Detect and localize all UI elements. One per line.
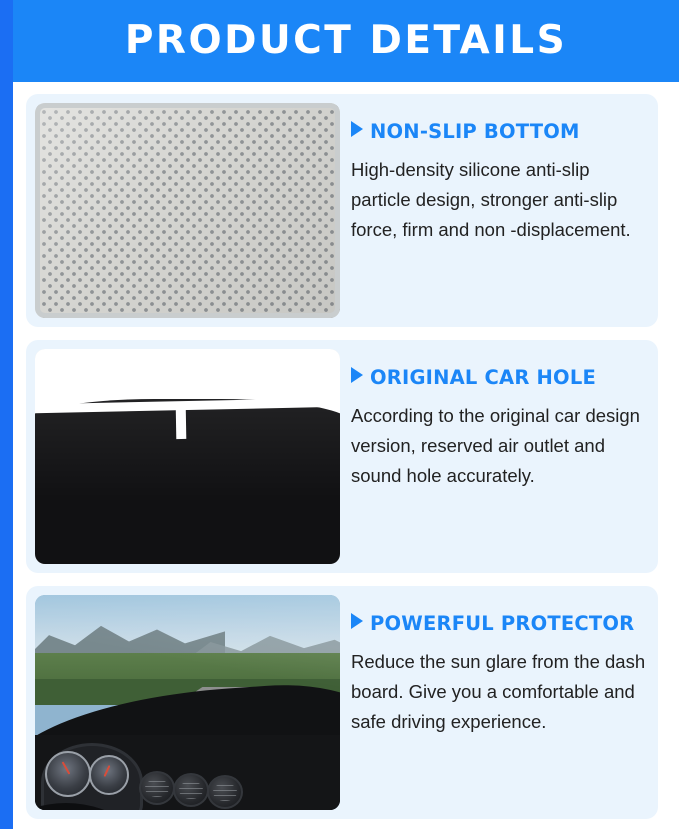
feature-description: High-density silicone anti-slip particle design, stronger anti-slip force, firm and non -displacement. xyxy=(351,159,631,240)
feature-title xyxy=(351,120,646,143)
feature-title-text: NON-SLIP BOTTOM xyxy=(370,120,580,143)
dashboard-sun-glare-road-photo xyxy=(35,595,340,810)
mat-edge-border xyxy=(35,103,340,318)
page-header xyxy=(13,0,679,82)
triangle-right-icon xyxy=(351,367,363,383)
photo-shading-overlay xyxy=(35,595,340,810)
feature-description: According to the original car design version, reserved air outlet and sound hole accurately. xyxy=(351,405,640,486)
photo-shading-overlay xyxy=(35,399,340,564)
feature-title xyxy=(351,366,646,389)
page-title: PRODUCT DETAILS xyxy=(124,18,568,63)
road-scene-illustration xyxy=(35,595,340,810)
feature-text-block xyxy=(351,120,646,245)
silicone-anti-slip-bottom-photo xyxy=(35,103,340,318)
feature-title-text: POWERFUL PROTECTOR xyxy=(370,612,635,635)
left-accent-bar xyxy=(0,0,13,829)
feature-card-non-slip-bottom xyxy=(26,94,658,327)
feature-card-original-car-hole xyxy=(26,340,658,573)
feature-card-powerful-protector xyxy=(26,586,658,819)
triangle-right-icon xyxy=(351,121,363,137)
dash-mat-illustration xyxy=(35,349,340,564)
feature-text-block xyxy=(351,366,646,491)
triangle-right-icon xyxy=(351,613,363,629)
feature-text-block xyxy=(351,612,646,737)
feature-description: Reduce the sun glare from the dash board. Give you a comfortable and safe driving experience. xyxy=(351,651,646,732)
feature-title xyxy=(351,612,646,635)
dash-mat-reserved-hole-photo xyxy=(35,349,340,564)
feature-title-text: ORIGINAL CAR HOLE xyxy=(370,366,596,389)
